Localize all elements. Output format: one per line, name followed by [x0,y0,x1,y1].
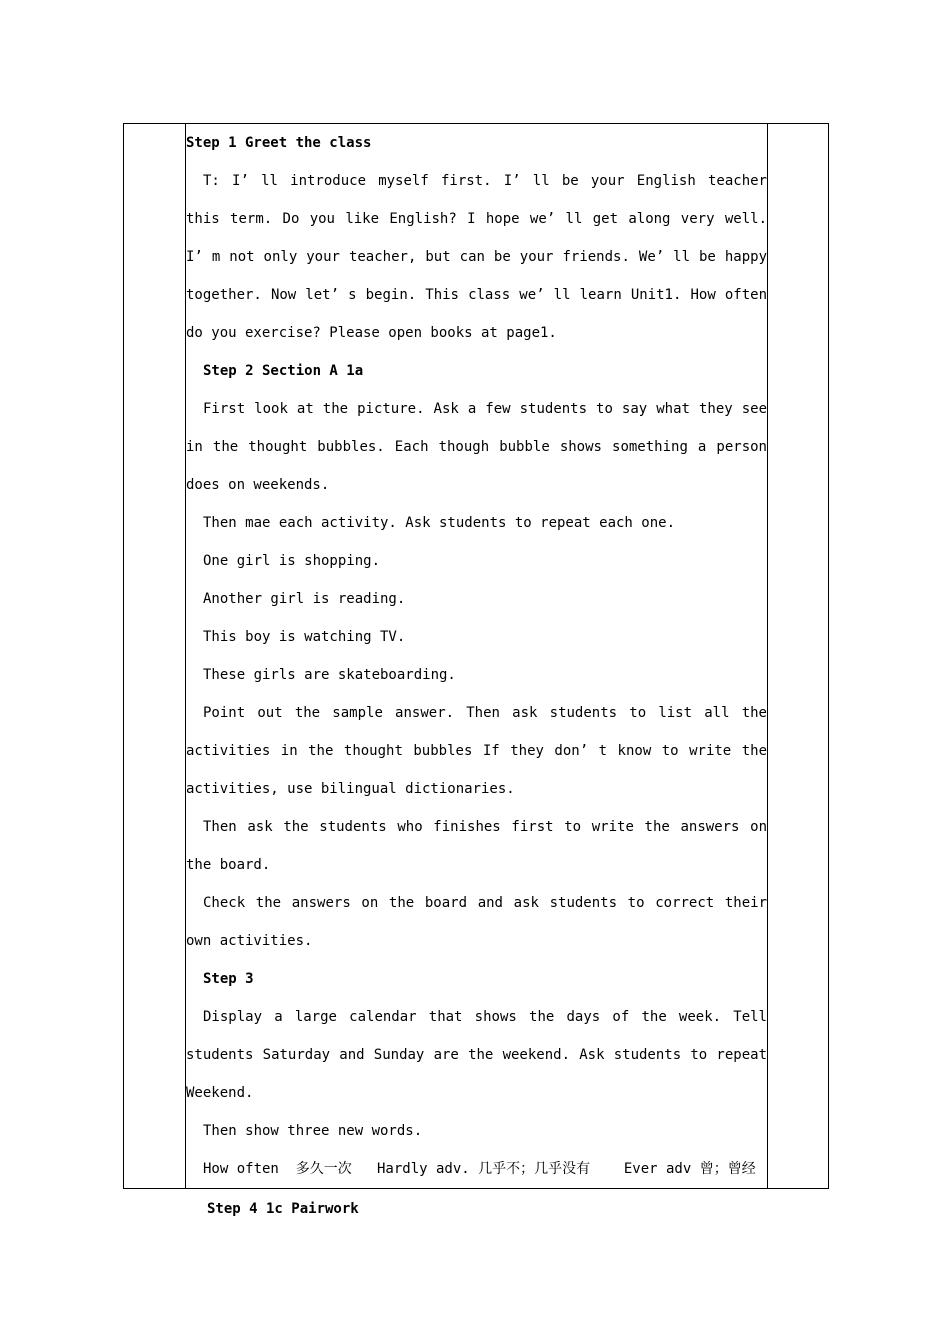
teacher-introduction-paragraph: T: I’ ll introduce myself first. I’ ll be your English teacher this term. Do you like English? I hope we’ ll get along very well. I’ m not only your teacher, but can be your friends. We’ ll be happy together. Now let’ s begin. This class we’ ll learn Unit1. How often do you exercise? Please open books at page1. [186,173,767,341]
lesson-plan-table [123,123,829,1189]
table-right-column-cell [768,124,829,1189]
lesson-paragraph: This boy is watching TV. [203,629,406,645]
step-1-heading: Step 1 Greet the class [186,135,372,151]
lesson-paragraph: Then show three new words. [203,1123,423,1139]
step-4-heading: Step 4 1c Pairwork [207,1201,359,1217]
lesson-paragraph: Point out the sample answer. Then ask students to list all the activities in the thought bubbles If they don’ t know to write the activities, use bilingual dictionaries. [186,705,767,797]
table-row [124,124,829,1189]
step-3-heading: Step 3 [203,971,254,987]
lesson-paragraph: These girls are skateboarding. [203,667,456,683]
table-left-column-cell [124,124,186,1189]
lesson-paragraph: First look at the picture. Ask a few students to say what they see in the thought bubbles. Each though bubble shows something a person does on weekends. [186,401,767,493]
lesson-paragraph: Check the answers on the board and ask students to correct their own activities. [186,895,767,949]
step-2-heading: Step 2 Section A 1a [203,363,364,379]
vocabulary-line: How often 多久一次 Hardly adv. 几乎不；几乎没有 Ever adv 曾；曾经 [203,1161,756,1177]
lesson-paragraph: Another girl is reading. [203,591,406,607]
lesson-paragraph: One girl is shopping. [203,553,381,569]
table-content-cell [186,124,768,1189]
lesson-paragraph: Then mae each activity. Ask students to repeat each one. [203,515,676,531]
lesson-paragraph: Then ask the students who finishes first to write the answers on the board. [186,819,767,873]
lesson-paragraph: Display a large calendar that shows the days of the week. Tell students Saturday and Sunday are the weekend. Ask students to repeat Weekend. [186,1009,767,1101]
